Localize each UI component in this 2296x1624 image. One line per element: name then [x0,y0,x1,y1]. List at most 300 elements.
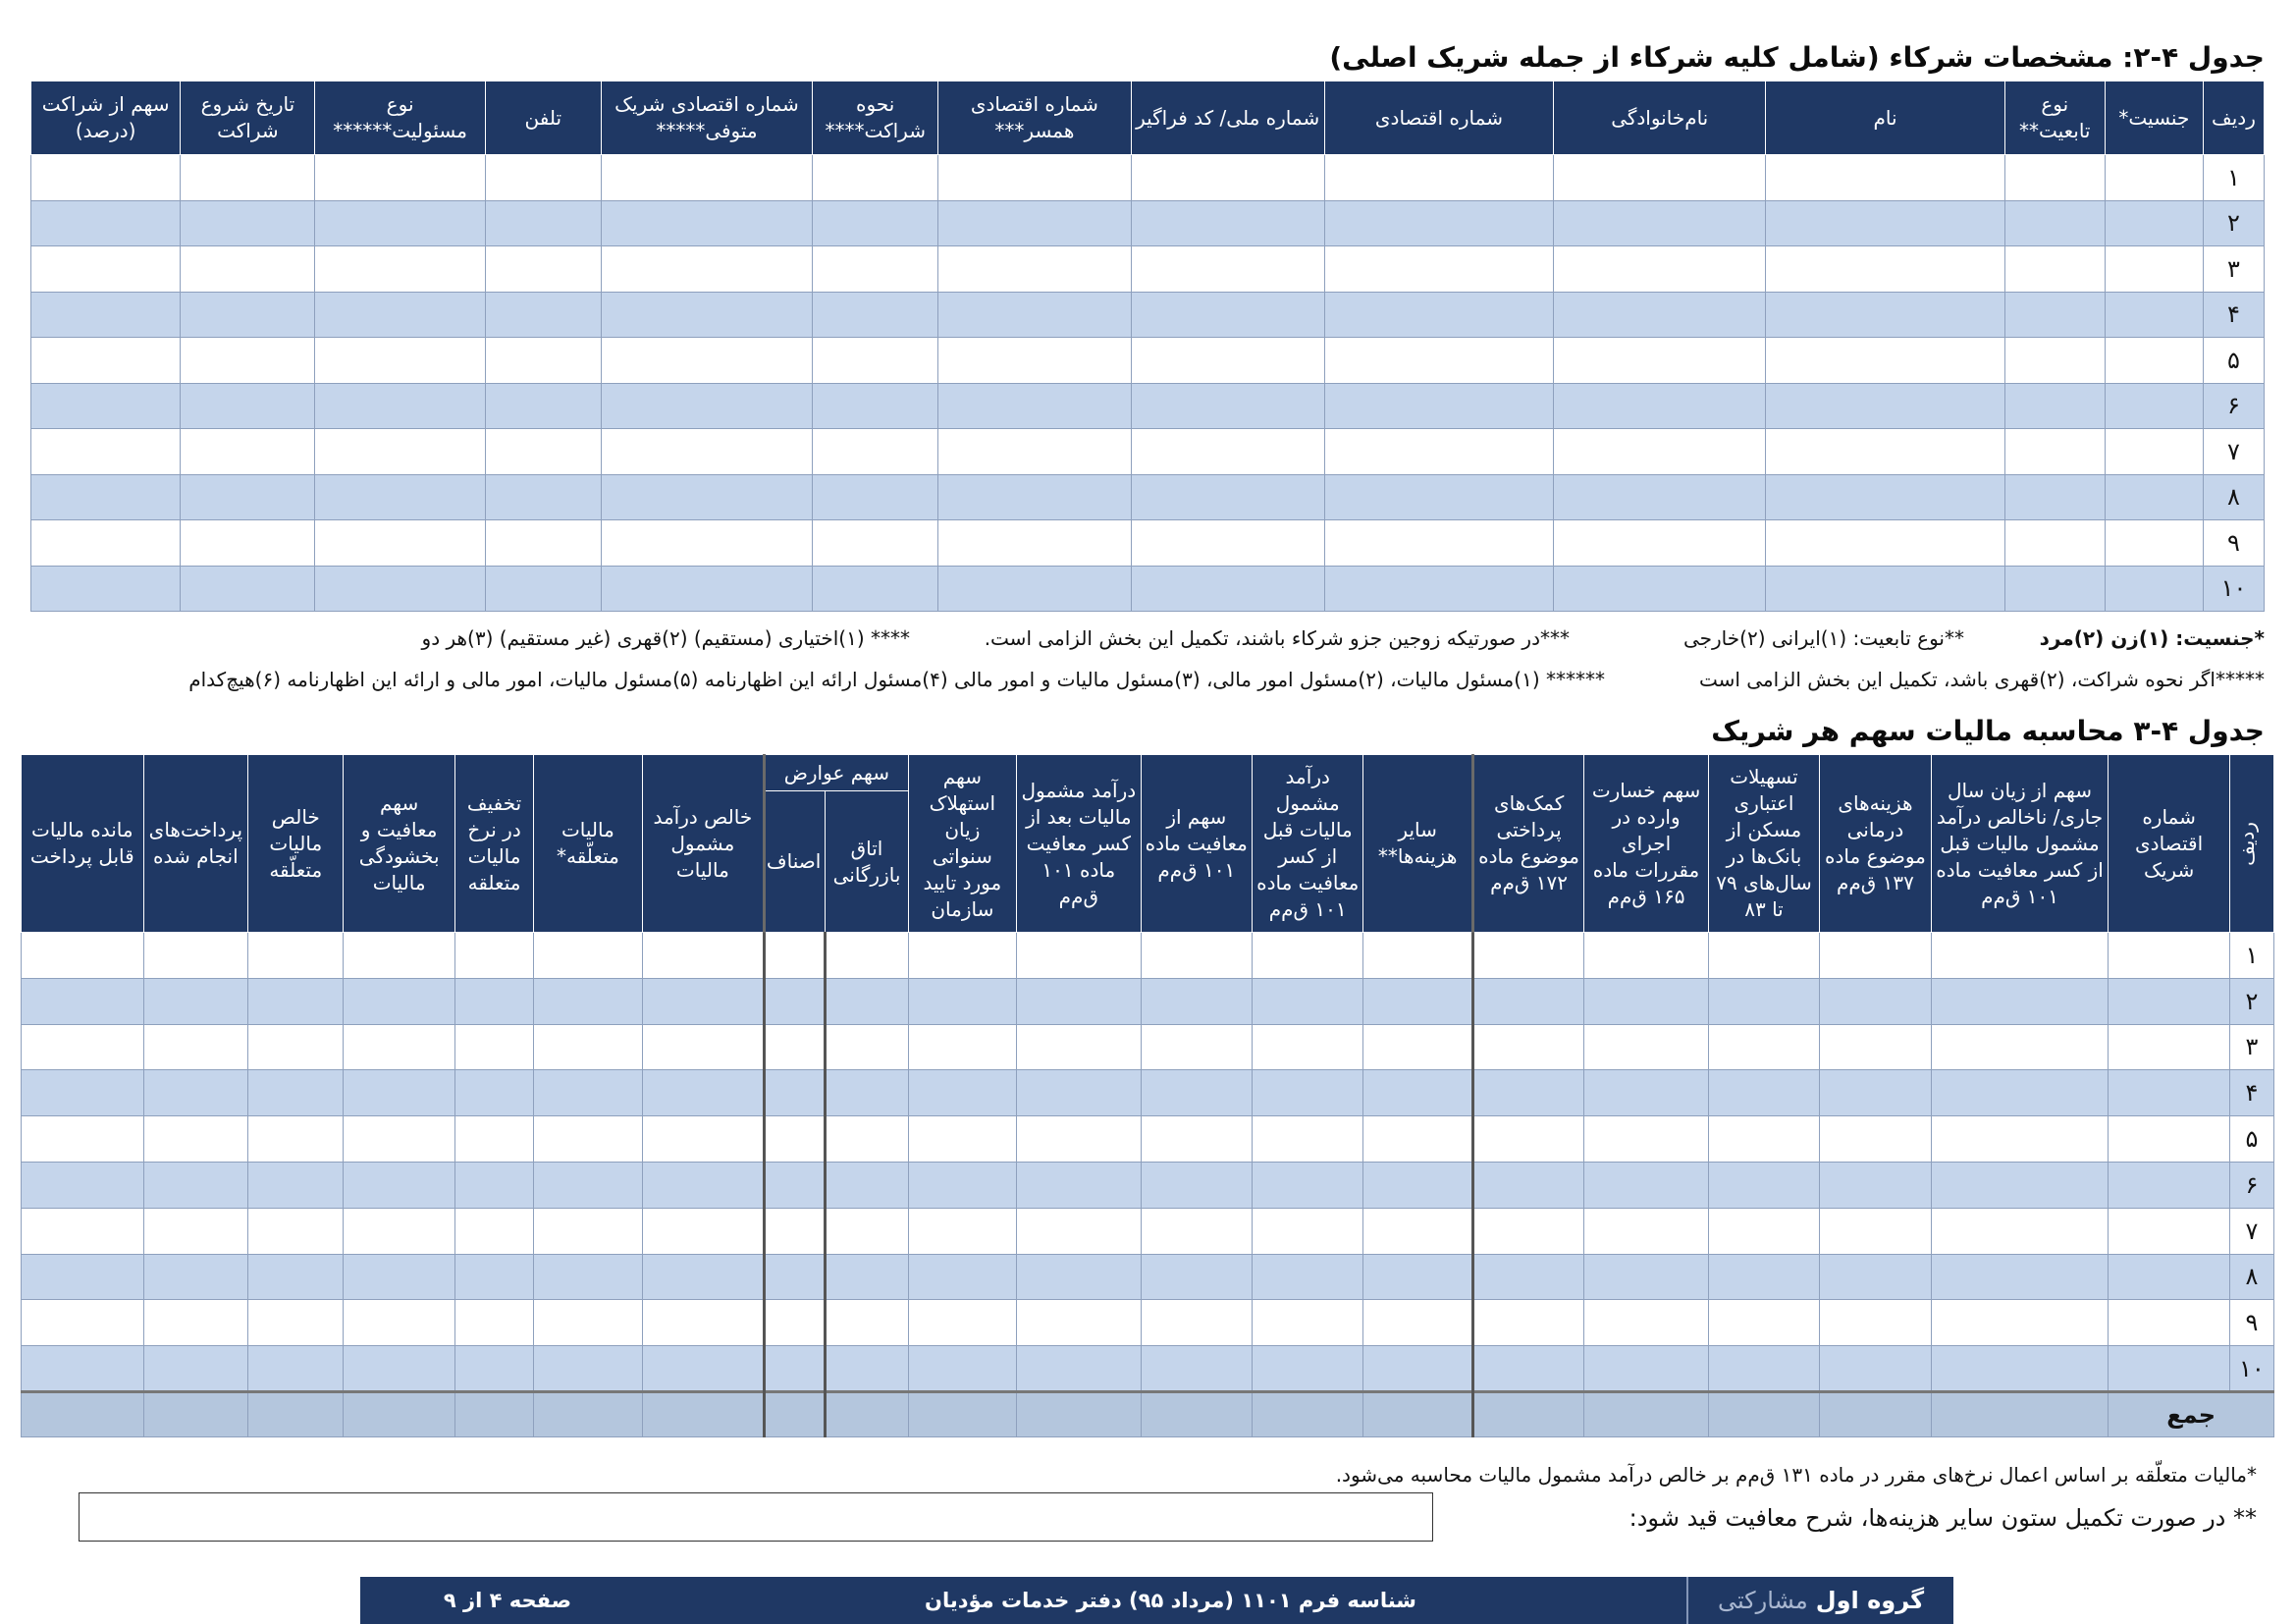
tax-cell[interactable] [22,978,144,1024]
tax-cell[interactable] [1017,1162,1141,1208]
tax-cell[interactable] [534,1346,642,1392]
partner-cell[interactable] [181,383,315,429]
tax-cell[interactable] [1253,1208,1363,1254]
partner-cell[interactable] [813,474,938,520]
tax-cell[interactable] [1820,1116,1931,1163]
tax-cell[interactable] [454,1070,533,1116]
tax-cell[interactable] [1584,933,1708,979]
tax-cell[interactable] [2109,933,2229,979]
tax-cell[interactable] [765,1162,826,1208]
tax-cell[interactable] [642,1300,764,1346]
tax-cell[interactable] [765,978,826,1024]
partner-cell[interactable] [485,200,601,246]
tax-cell[interactable] [2109,1300,2229,1346]
partner-cell[interactable] [601,155,812,201]
partner-cell[interactable] [1554,200,1766,246]
tax-cell[interactable] [1141,1346,1252,1392]
partner-cell[interactable] [1554,338,1766,384]
partner-cell[interactable] [1131,429,1324,475]
partner-cell[interactable] [1324,338,1553,384]
partner-cell[interactable] [31,292,181,338]
tax-cell[interactable] [248,1254,344,1300]
total-cell[interactable] [826,1391,908,1436]
partner-cell[interactable] [2004,474,2105,520]
partner-cell[interactable] [181,200,315,246]
partner-cell[interactable] [181,338,315,384]
tax-cell[interactable] [344,933,454,979]
tax-cell[interactable] [1708,1024,1819,1070]
tax-cell[interactable] [1584,1300,1708,1346]
tax-cell[interactable] [344,1162,454,1208]
tax-cell[interactable] [908,1254,1016,1300]
tax-cell[interactable] [1820,978,1931,1024]
partner-cell[interactable] [2004,383,2105,429]
partner-cell[interactable] [2004,200,2105,246]
total-cell[interactable] [1708,1391,1819,1436]
tax-cell[interactable] [344,1300,454,1346]
tax-cell[interactable] [248,1208,344,1254]
partner-cell[interactable] [485,383,601,429]
tax-cell[interactable] [1363,1254,1472,1300]
partner-cell[interactable] [1131,292,1324,338]
total-cell[interactable] [642,1391,764,1436]
tax-cell[interactable] [1708,1300,1819,1346]
partner-cell[interactable] [601,200,812,246]
partner-cell[interactable] [315,155,485,201]
tax-cell[interactable] [2109,1208,2229,1254]
partner-cell[interactable] [315,292,485,338]
partner-cell[interactable] [31,246,181,293]
partner-cell[interactable] [1554,566,1766,612]
tax-cell[interactable] [1363,1300,1472,1346]
partner-cell[interactable] [181,429,315,475]
tax-cell[interactable] [1472,1070,1583,1116]
tax-cell[interactable] [2109,1070,2229,1116]
tax-cell[interactable] [1472,978,1583,1024]
tax-cell[interactable] [1820,1254,1931,1300]
tax-cell[interactable] [765,1346,826,1392]
tax-cell[interactable] [454,1208,533,1254]
tax-cell[interactable] [1820,1024,1931,1070]
tax-cell[interactable] [1708,933,1819,979]
tax-cell[interactable] [642,933,764,979]
tax-cell[interactable] [1017,1346,1141,1392]
tax-cell[interactable] [22,1300,144,1346]
partner-cell[interactable] [31,200,181,246]
tax-cell[interactable] [1141,933,1252,979]
tax-cell[interactable] [143,933,247,979]
tax-cell[interactable] [1363,933,1472,979]
tax-cell[interactable] [534,1254,642,1300]
partner-cell[interactable] [1766,520,2004,567]
tax-cell[interactable] [2109,1116,2229,1163]
partner-cell[interactable] [938,338,1131,384]
tax-cell[interactable] [642,978,764,1024]
tax-cell[interactable] [1472,1208,1583,1254]
tax-cell[interactable] [1931,1024,2109,1070]
tax-cell[interactable] [248,1300,344,1346]
tax-cell[interactable] [454,1162,533,1208]
partner-cell[interactable] [813,520,938,567]
tax-cell[interactable] [1253,1024,1363,1070]
partner-cell[interactable] [1766,292,2004,338]
partner-cell[interactable] [1766,200,2004,246]
tax-cell[interactable] [765,1116,826,1163]
tax-cell[interactable] [143,1300,247,1346]
tax-cell[interactable] [248,1070,344,1116]
partner-cell[interactable] [1324,155,1553,201]
total-cell[interactable] [143,1391,247,1436]
tax-cell[interactable] [454,933,533,979]
tax-cell[interactable] [22,1116,144,1163]
tax-cell[interactable] [908,1162,1016,1208]
tax-cell[interactable] [1472,1300,1583,1346]
total-cell[interactable] [1363,1391,1472,1436]
tax-cell[interactable] [534,1208,642,1254]
partner-cell[interactable] [1131,474,1324,520]
tax-cell[interactable] [22,1162,144,1208]
partner-cell[interactable] [2105,200,2203,246]
tax-cell[interactable] [2109,1162,2229,1208]
tax-cell[interactable] [765,1300,826,1346]
partner-cell[interactable] [938,383,1131,429]
tax-cell[interactable] [1017,1208,1141,1254]
partner-cell[interactable] [485,566,601,612]
partner-cell[interactable] [1324,474,1553,520]
tax-cell[interactable] [642,1116,764,1163]
tax-cell[interactable] [1708,978,1819,1024]
tax-cell[interactable] [248,1024,344,1070]
tax-cell[interactable] [1584,1208,1708,1254]
partner-cell[interactable] [601,520,812,567]
tax-cell[interactable] [454,1254,533,1300]
tax-cell[interactable] [1363,1024,1472,1070]
tax-cell[interactable] [2109,1346,2229,1392]
partner-cell[interactable] [485,338,601,384]
tax-cell[interactable] [1141,1254,1252,1300]
tax-cell[interactable] [454,1024,533,1070]
tax-cell[interactable] [826,1254,908,1300]
tax-cell[interactable] [642,1254,764,1300]
tax-cell[interactable] [1931,1070,2109,1116]
partner-cell[interactable] [2105,520,2203,567]
partner-cell[interactable] [938,292,1131,338]
tax-cell[interactable] [1584,1346,1708,1392]
partner-cell[interactable] [601,292,812,338]
tax-cell[interactable] [1017,978,1141,1024]
tax-cell[interactable] [143,1070,247,1116]
tax-cell[interactable] [344,978,454,1024]
tax-cell[interactable] [1708,1208,1819,1254]
tax-cell[interactable] [344,1208,454,1254]
partner-cell[interactable] [2004,246,2105,293]
tax-cell[interactable] [1584,1024,1708,1070]
tax-cell[interactable] [1017,1070,1141,1116]
tax-cell[interactable] [143,1346,247,1392]
tax-cell[interactable] [1141,1162,1252,1208]
total-cell[interactable] [1017,1391,1141,1436]
partner-cell[interactable] [1324,429,1553,475]
total-cell[interactable] [1820,1391,1931,1436]
partner-cell[interactable] [1554,383,1766,429]
partner-cell[interactable] [813,566,938,612]
partner-cell[interactable] [181,566,315,612]
partner-cell[interactable] [1766,338,2004,384]
partner-cell[interactable] [938,474,1131,520]
partner-cell[interactable] [1324,520,1553,567]
partner-cell[interactable] [2105,246,2203,293]
tax-cell[interactable] [642,1346,764,1392]
tax-cell[interactable] [1584,1254,1708,1300]
partner-cell[interactable] [1131,566,1324,612]
partner-cell[interactable] [1766,383,2004,429]
tax-cell[interactable] [1584,978,1708,1024]
tax-cell[interactable] [1017,933,1141,979]
partner-cell[interactable] [31,383,181,429]
partner-cell[interactable] [2105,155,2203,201]
partner-cell[interactable] [485,429,601,475]
tax-cell[interactable] [1472,1162,1583,1208]
partner-cell[interactable] [31,566,181,612]
tax-cell[interactable] [765,1070,826,1116]
tax-cell[interactable] [143,978,247,1024]
tax-cell[interactable] [826,1162,908,1208]
partner-cell[interactable] [315,429,485,475]
partner-cell[interactable] [1324,383,1553,429]
tax-cell[interactable] [1584,1162,1708,1208]
partner-cell[interactable] [2105,292,2203,338]
tax-cell[interactable] [1931,1208,2109,1254]
tax-cell[interactable] [1931,1162,2109,1208]
partner-cell[interactable] [1324,246,1553,293]
tax-cell[interactable] [1141,1300,1252,1346]
tax-cell[interactable] [22,1346,144,1392]
other-costs-description-field[interactable] [79,1492,1433,1542]
partner-cell[interactable] [938,520,1131,567]
tax-cell[interactable] [1820,1346,1931,1392]
partner-cell[interactable] [315,383,485,429]
tax-cell[interactable] [22,1024,144,1070]
tax-cell[interactable] [908,1116,1016,1163]
tax-cell[interactable] [1820,1300,1931,1346]
tax-cell[interactable] [1253,1162,1363,1208]
partner-cell[interactable] [1554,520,1766,567]
partner-cell[interactable] [1131,383,1324,429]
tax-cell[interactable] [22,933,144,979]
partner-cell[interactable] [2004,155,2105,201]
partner-cell[interactable] [601,338,812,384]
partner-cell[interactable] [938,246,1131,293]
tax-cell[interactable] [248,1116,344,1163]
total-cell[interactable] [765,1391,826,1436]
tax-cell[interactable] [143,1254,247,1300]
partner-cell[interactable] [2004,566,2105,612]
tax-cell[interactable] [1253,1070,1363,1116]
tax-cell[interactable] [826,1024,908,1070]
tax-cell[interactable] [1708,1346,1819,1392]
total-cell[interactable] [1141,1391,1252,1436]
tax-cell[interactable] [1363,1208,1472,1254]
tax-cell[interactable] [248,1162,344,1208]
partner-cell[interactable] [485,155,601,201]
tax-cell[interactable] [1141,1070,1252,1116]
partner-cell[interactable] [31,155,181,201]
tax-cell[interactable] [1472,1116,1583,1163]
partner-cell[interactable] [1766,429,2004,475]
tax-cell[interactable] [534,1300,642,1346]
partner-cell[interactable] [2004,520,2105,567]
partner-cell[interactable] [601,429,812,475]
tax-cell[interactable] [1472,1024,1583,1070]
partner-cell[interactable] [601,383,812,429]
tax-cell[interactable] [826,1346,908,1392]
tax-cell[interactable] [826,1300,908,1346]
tax-cell[interactable] [1472,933,1583,979]
tax-cell[interactable] [765,1254,826,1300]
tax-cell[interactable] [2109,978,2229,1024]
partner-cell[interactable] [1554,246,1766,293]
tax-cell[interactable] [344,1070,454,1116]
tax-cell[interactable] [1141,978,1252,1024]
partner-cell[interactable] [1131,155,1324,201]
tax-cell[interactable] [1931,978,2109,1024]
partner-cell[interactable] [31,520,181,567]
partner-cell[interactable] [601,474,812,520]
tax-cell[interactable] [1931,1346,2109,1392]
tax-cell[interactable] [908,1208,1016,1254]
total-cell[interactable] [22,1391,144,1436]
partner-cell[interactable] [601,566,812,612]
tax-cell[interactable] [826,1070,908,1116]
partner-cell[interactable] [1554,155,1766,201]
tax-cell[interactable] [534,978,642,1024]
partner-cell[interactable] [315,200,485,246]
tax-cell[interactable] [1141,1208,1252,1254]
tax-cell[interactable] [908,1300,1016,1346]
tax-cell[interactable] [1820,1208,1931,1254]
partner-cell[interactable] [1554,292,1766,338]
partner-cell[interactable] [485,246,601,293]
total-cell[interactable] [908,1391,1016,1436]
partner-cell[interactable] [181,474,315,520]
partner-cell[interactable] [1766,474,2004,520]
tax-cell[interactable] [1253,1254,1363,1300]
tax-cell[interactable] [1017,1300,1141,1346]
tax-cell[interactable] [534,1024,642,1070]
tax-cell[interactable] [454,1300,533,1346]
partner-cell[interactable] [813,292,938,338]
tax-cell[interactable] [1472,1254,1583,1300]
tax-cell[interactable] [534,933,642,979]
tax-cell[interactable] [1931,933,2109,979]
tax-cell[interactable] [143,1024,247,1070]
tax-cell[interactable] [1141,1116,1252,1163]
partner-cell[interactable] [601,246,812,293]
total-cell[interactable] [1584,1391,1708,1436]
partner-cell[interactable] [813,383,938,429]
tax-cell[interactable] [1708,1254,1819,1300]
partner-cell[interactable] [485,474,601,520]
partner-cell[interactable] [1131,338,1324,384]
tax-cell[interactable] [248,978,344,1024]
partner-cell[interactable] [813,338,938,384]
tax-cell[interactable] [1017,1254,1141,1300]
tax-cell[interactable] [454,1346,533,1392]
tax-cell[interactable] [826,1116,908,1163]
tax-cell[interactable] [1931,1300,2109,1346]
tax-cell[interactable] [1931,1254,2109,1300]
tax-cell[interactable] [826,1208,908,1254]
tax-cell[interactable] [1708,1070,1819,1116]
tax-cell[interactable] [908,1070,1016,1116]
tax-cell[interactable] [143,1116,247,1163]
tax-cell[interactable] [1253,1116,1363,1163]
partner-cell[interactable] [1554,474,1766,520]
partner-cell[interactable] [938,200,1131,246]
tax-cell[interactable] [534,1116,642,1163]
tax-cell[interactable] [1931,1116,2109,1163]
tax-cell[interactable] [1363,1116,1472,1163]
partner-cell[interactable] [813,155,938,201]
partner-cell[interactable] [1324,292,1553,338]
tax-cell[interactable] [454,1116,533,1163]
tax-cell[interactable] [534,1162,642,1208]
tax-cell[interactable] [534,1070,642,1116]
tax-cell[interactable] [765,933,826,979]
tax-cell[interactable] [22,1070,144,1116]
tax-cell[interactable] [22,1254,144,1300]
partner-cell[interactable] [181,292,315,338]
partner-cell[interactable] [181,246,315,293]
tax-cell[interactable] [1584,1116,1708,1163]
partner-cell[interactable] [1766,566,2004,612]
partner-cell[interactable] [1554,429,1766,475]
partner-cell[interactable] [1131,246,1324,293]
tax-cell[interactable] [1708,1116,1819,1163]
tax-cell[interactable] [765,1024,826,1070]
total-cell[interactable] [1472,1391,1583,1436]
partner-cell[interactable] [938,429,1131,475]
partner-cell[interactable] [2004,429,2105,475]
tax-cell[interactable] [642,1208,764,1254]
partner-cell[interactable] [485,292,601,338]
total-cell[interactable] [248,1391,344,1436]
tax-cell[interactable] [1363,1346,1472,1392]
tax-cell[interactable] [642,1024,764,1070]
tax-cell[interactable] [143,1162,247,1208]
tax-cell[interactable] [642,1162,764,1208]
partner-cell[interactable] [181,520,315,567]
tax-cell[interactable] [826,978,908,1024]
tax-cell[interactable] [1253,1346,1363,1392]
total-cell[interactable] [1253,1391,1363,1436]
tax-cell[interactable] [765,1208,826,1254]
partner-cell[interactable] [31,338,181,384]
partner-cell[interactable] [1131,200,1324,246]
partner-cell[interactable] [1324,200,1553,246]
tax-cell[interactable] [908,933,1016,979]
partner-cell[interactable] [315,246,485,293]
tax-cell[interactable] [248,1346,344,1392]
partner-cell[interactable] [938,566,1131,612]
tax-cell[interactable] [1363,978,1472,1024]
tax-cell[interactable] [1820,1070,1931,1116]
total-cell[interactable] [1931,1391,2109,1436]
tax-cell[interactable] [344,1346,454,1392]
tax-cell[interactable] [1141,1024,1252,1070]
tax-cell[interactable] [454,978,533,1024]
tax-cell[interactable] [344,1254,454,1300]
